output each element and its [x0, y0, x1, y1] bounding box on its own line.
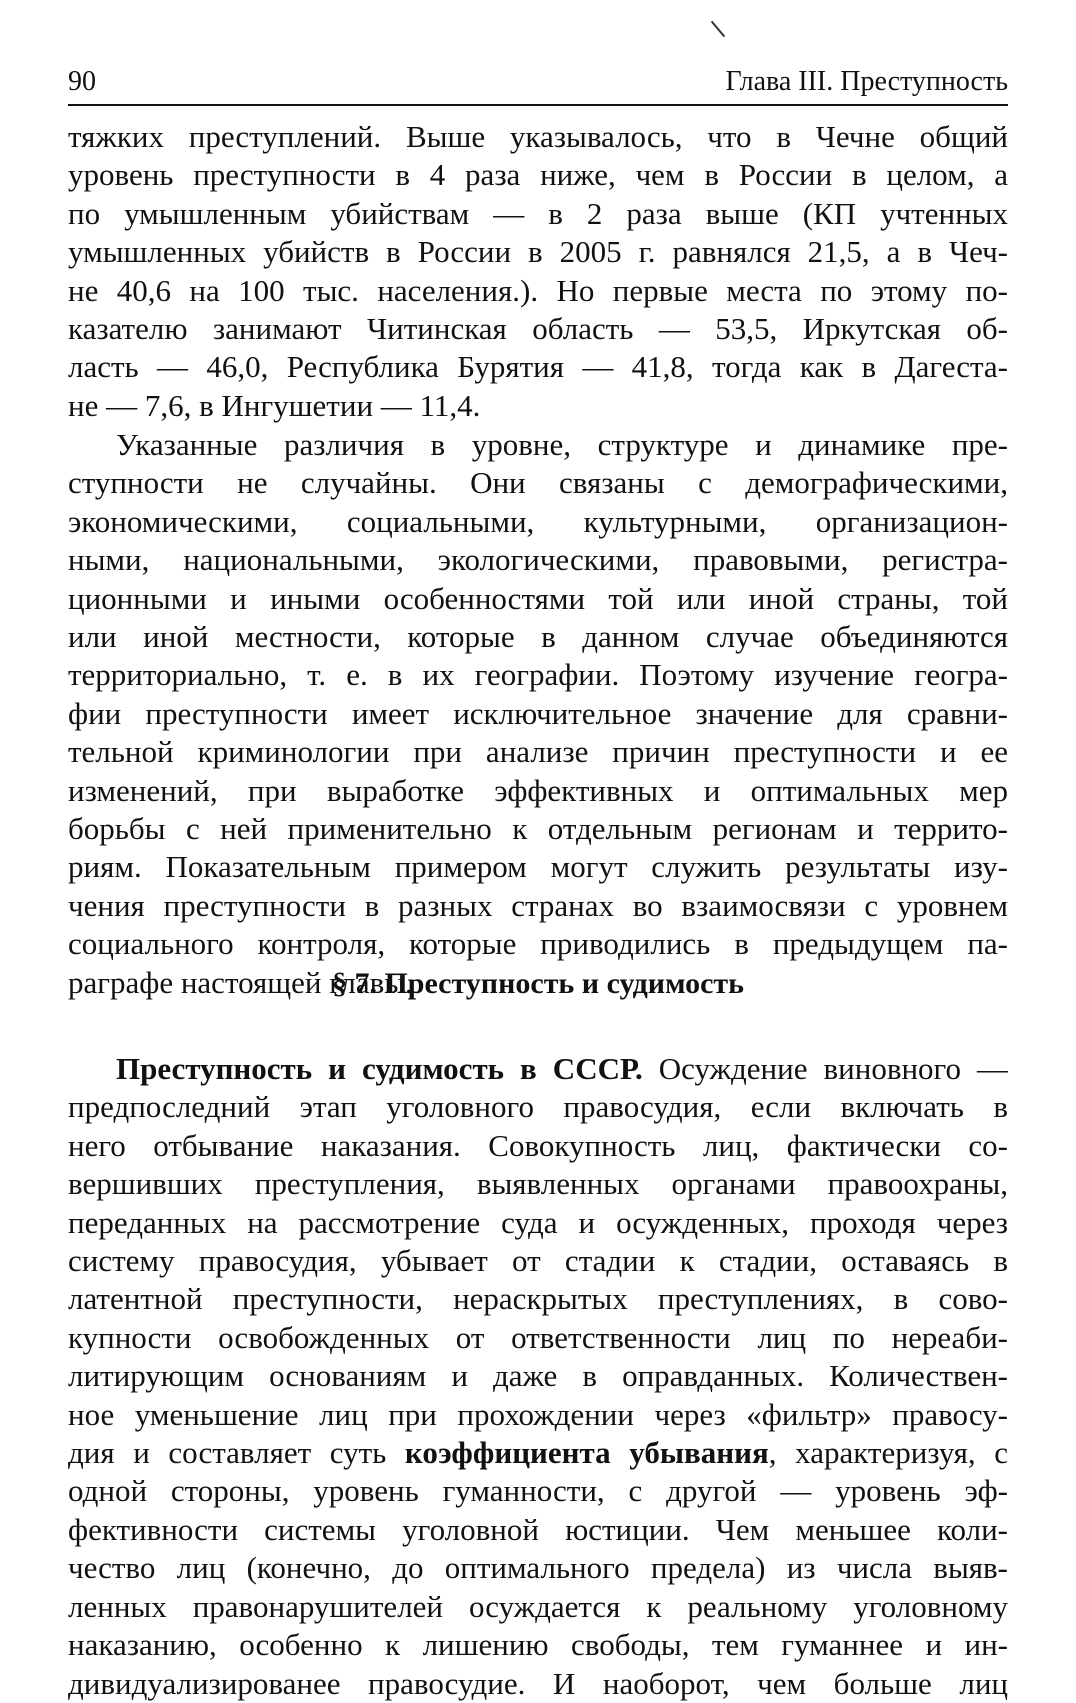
running-header: [68, 62, 1008, 106]
text-line: ступности не случайны. Они связаны с демографическими,: [68, 465, 1008, 501]
text-line: предпоследний этап уголовного правосудия, если включать в: [68, 1089, 1008, 1125]
text-line: борьбы с ней применительно к отдельным регионам и террито-: [68, 811, 1008, 847]
text-line: социального контроля, которые приводились в предыдущем па-: [68, 926, 1008, 962]
text-line: одной стороны, уровень гуманности, с другой — уровень эф-: [68, 1473, 1008, 1509]
text-line: ласть — 46,0, Республика Бурятия — 41,8, тогда как в Дагеста-: [68, 349, 1008, 385]
text-line: дивидуализированее правосудие. И наоборот, чем больше лиц: [68, 1665, 1008, 1701]
text-line: умышленных убийств в России в 2005 г. равнялся 21,5, а в Чеч-: [68, 234, 1008, 270]
text-line: территориально, т. е. в их географии. Поэтому изучение геогра-: [68, 657, 1008, 693]
emphasized-term: коэффициента убывания: [404, 1435, 769, 1471]
text-line: Указанные различия в уровне, структуре и динамике пре-: [116, 427, 1008, 462]
text-line: не 40,6 на 100 тыс. населения.). Но первые места по этому по-: [68, 272, 1008, 308]
paragraph-1: [68, 118, 1008, 425]
text-line: ными, национальными, экологическими, правовыми, регистра-: [68, 542, 1008, 578]
text-line: вершивших преступления, выявленных органами правоохраны,: [68, 1166, 1008, 1202]
book-page: [68, 0, 1008, 1701]
text-line: уровень преступности в 4 раза ниже, чем в России в целом, а: [68, 157, 1008, 193]
page-number: 90: [68, 66, 96, 97]
paragraph-3: [68, 1050, 1008, 1703]
chapter-title: Глава III. Преступность: [725, 66, 1008, 97]
paragraph-2: [68, 426, 1008, 1002]
text-line: чество лиц (конечно, до оптимального предела) из числа выяв-: [68, 1550, 1008, 1586]
text-line: казателю занимают Читинская область — 53,5, Иркутская об-: [68, 311, 1008, 347]
text-fragment: дия и составляет суть: [68, 1435, 405, 1471]
text-line: раграфе настоящей главы.: [68, 964, 413, 1000]
scan-mark: [711, 21, 725, 38]
text-line: изменений, при выработке эффективных и оптимальных мер: [68, 772, 1008, 808]
text-line: ное уменьшение лиц при прохождении через «фильтр» правосу-: [68, 1396, 1008, 1432]
text-line: фективности системы уголовной юстиции. Чем меньшее коли-: [68, 1511, 1008, 1547]
text-line: ционными и иными особенностями той или иной страны, той: [68, 580, 1008, 616]
text-line: [68, 1434, 1008, 1472]
text-line: фии преступности имеет исключительное значение для сравни-: [68, 695, 1008, 731]
text-line: переданных на рассмотрение суда и осужденных, проходя через: [68, 1204, 1008, 1240]
text-line: латентной преступности, нераскрытых преступлениях, в сово-: [68, 1281, 1008, 1317]
text-line: наказанию, особенно к лишению свободы, тем гуманнее и ин-: [68, 1627, 1008, 1663]
text-fragment: Осуждение виновного —: [642, 1051, 1008, 1086]
text-line: систему правосудия, убывает от стадии к стадии, оставаясь в: [68, 1243, 1008, 1279]
text-fragment: , характеризуя, с: [768, 1435, 1008, 1471]
text-line: тяжких преступлений. Выше указывалось, что в Чечне общий: [68, 119, 1008, 154]
text-line: или иной местности, которые в данном случае объединяются: [68, 619, 1008, 655]
text-line: купности освобожденных от ответственности лиц по нереаби-: [68, 1319, 1008, 1355]
run-in-heading: Преступность и судимость в СССР.: [116, 1051, 643, 1086]
text-line: чения преступности в разных странах во взаимосвязи с уровнем: [68, 887, 1008, 923]
text-line: него отбывание наказания. Совокупность лиц, фактически со-: [68, 1127, 1008, 1163]
text-line: риям. Показательным примером могут служить результаты изу-: [68, 849, 1008, 885]
text-line: [68, 1050, 1008, 1088]
section-heading: § 7. Преступность и судимость: [331, 967, 745, 1000]
text-line: экономическими, социальными, культурными, организацион-: [68, 503, 1008, 539]
text-line: по умышленным убийствам — в 2 раза выше (КП учтенных: [68, 195, 1008, 231]
text-line: тельной криминологии при анализе причин преступности и ее: [68, 734, 1008, 770]
text-line: не — 7,6, в Ингушетии — 11,4.: [68, 387, 481, 423]
text-line: ленных правонарушителей осуждается к реальному уголовному: [68, 1588, 1008, 1624]
text-line: литирующим основаниям и даже в оправданных. Количествен-: [68, 1358, 1008, 1394]
